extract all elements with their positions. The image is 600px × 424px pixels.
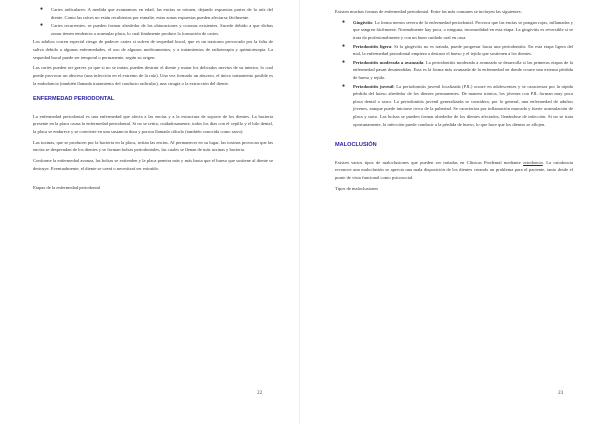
section-heading: MALOCLUSIÓN bbox=[335, 142, 377, 149]
paragraph: La enfermedad periodontal es una enfermedad que afecta a las encías y a la estructura de soporte de los dientes. La bacteria presente en la placa causa la enfermedad periodontal. Si no se retira, cuidadosamente, todos los días con el cepillo y el hilo dental, la placa se endurece y se convierte en una sustancia dura y porosa llamada cálculo (también conocida como sarro). bbox=[33, 113, 273, 134]
bullet-icon: ● bbox=[40, 7, 44, 12]
list-item bbox=[335, 43, 573, 58]
right-page bbox=[300, 0, 600, 424]
figure-caption: Etapas de la enfermedad periodontal bbox=[33, 185, 101, 191]
list-item-text: Caries radiculares: A medida que avanzamos en edad, las encías se retraen, dejando expuestas partes de la raíz del diente. Como las raíces no están recubiertas por esmalte, estas zonas expuestas pueden afectarse fácilmente. bbox=[51, 7, 273, 20]
right-page-content bbox=[335, 8, 573, 195]
term: Periodontitis ligera bbox=[353, 43, 392, 49]
paragraph: Las caries pueden ser graves ya que si no se tratan, pueden destruir el diente y matar los delicados nervios de su interior, lo cual puede provocar un absceso (una infección en el extremo de la raíz). Una vez formado un absceso, el único tratamiento posible es la endodoncia (también llamada tratamiento del conducto radicular), una cirugía o la extracción del diente. bbox=[33, 65, 273, 86]
list-item bbox=[335, 59, 573, 82]
list-item-text: Caries recurrentes: se pueden formar alrededor de las obturaciones y coronas existentes. Sucede debido a que dichas zonas tienen tendencia a acumular placa, lo cual finalmente produce la formación de caries. bbox=[51, 23, 273, 36]
paragraph: Las toxinas, que se producen por la bacteria en la placa, irritan las encías. Al permanecer en su lugar, las toxinas provocan que las encías se desprendan de los dientes y se forman bolsas periodontales, las cuales se llenan de más toxinas y bacteria. bbox=[33, 139, 273, 153]
left-page-content bbox=[33, 6, 273, 195]
bullet-icon: ● bbox=[342, 83, 346, 89]
ortodoncia-link[interactable]: ortodoncia bbox=[523, 159, 543, 165]
bullet-icon: ● bbox=[342, 59, 346, 65]
list-item bbox=[33, 6, 273, 21]
periodontal-types-list bbox=[335, 19, 573, 128]
bullet-icon: ● bbox=[342, 19, 346, 25]
paragraph: Existen muchas formas de enfermedad periodontal. Entre las más comunes se incluyen las siguientes: bbox=[335, 9, 522, 14]
paragraph: Conforme la enfermedad avanza, las bolsas se extienden y la placa penetra más y más hasta que el hueso que sostiene al diente se destruye. Eventualmente, el diente se caerá o necesitará ser extraído. bbox=[33, 158, 273, 171]
term-description: : La periodontitis juvenil localizada (PJL) ocurre en adolescentes y se caracteriza por la rápida pérdida del hueso alrededor de los dientes permanentes. De manera irónica, los jóvenes con PJL forman muy poca placa dental o sarro. La periodontitis juvenil generalizada se considera, por lo general, una enfermedad de adultos jóvenes, aunque puede iniciarse cerca de la pubertad. Se caracteriza por inflamación marcada y fuerte acumulación de placa y sarro. Las bolsas se pueden formar alrededor de los dientes afectados, llenándose de infección. Si no se trata oportunamente, la infección puede conducir a la pérdida de hueso, lo que hace que los dientes se aflojen. bbox=[353, 83, 573, 127]
term-description: : La periodontitis moderada a avanzada se desarrolla si las primeras etapas de la enfermedad pasan desatendidas. Esta es la forma más avanzada de la enfermedad en donde ocurre una extensa pérdida de hueso y tejido. bbox=[353, 59, 574, 80]
paragraph bbox=[335, 159, 573, 182]
list-item bbox=[33, 22, 273, 37]
caries-types-list bbox=[33, 6, 273, 37]
paragraph: Los adultos corren especial riesgo de padecer caries si sufren de sequedad bucal, que es un trastorno provocado por la falta de saliva debido a algunas enfermedades, el uso de algunos medicamentos, y a tratamientos de radioterapia y quimioterapia. La sequedad bucal puede ser temporal o permanente, según su origen. bbox=[33, 39, 273, 60]
list-item bbox=[335, 83, 573, 129]
term: Periodontitis moderada a avanzada bbox=[353, 59, 424, 65]
bullet-icon: ● bbox=[40, 23, 44, 29]
page-number: 23 bbox=[558, 390, 564, 396]
list-item bbox=[335, 19, 573, 42]
page-number: 22 bbox=[257, 390, 263, 396]
term-description: : Si la gingivitis no es tratada, puede progresar hacia una periodontitis. En esta etapa ligera del mal, la enfermedad periodontal empieza a destruir el hueso y el tejido que sostienen a los dientes. bbox=[353, 43, 574, 57]
term: Gingivitis bbox=[353, 19, 373, 25]
section-heading: ENFERMEDAD PERIODONTAL bbox=[33, 96, 115, 103]
paragraph-text: Existen varios tipos de maloclusiones que pueden ser tratadas en Clínicas Prodental mediante bbox=[335, 159, 524, 165]
paragraph-text: . La ortodoncia reconoce una maloclusión se aprecia una mala disposición de los dientes creando un problema para el paciente, tanto desde el punto de vista funcional como psicosocial. bbox=[335, 159, 574, 180]
term-description: : La forma menos severa de la enfermedad periodontal. Provoca que las encías se pongan rojas, inflamadas y que sangren fácilmente. Normalmente hay poca, o ninguna, incomodidad en esta etapa. La gingivitis es reversible si se trata da profesionalmente y con un buen cuidado oral en casa. bbox=[353, 19, 573, 40]
bullet-icon: ● bbox=[342, 43, 346, 49]
subheading: Tipos de maloclusiones bbox=[335, 185, 379, 191]
term: Periodontitis juvenil bbox=[353, 83, 394, 89]
